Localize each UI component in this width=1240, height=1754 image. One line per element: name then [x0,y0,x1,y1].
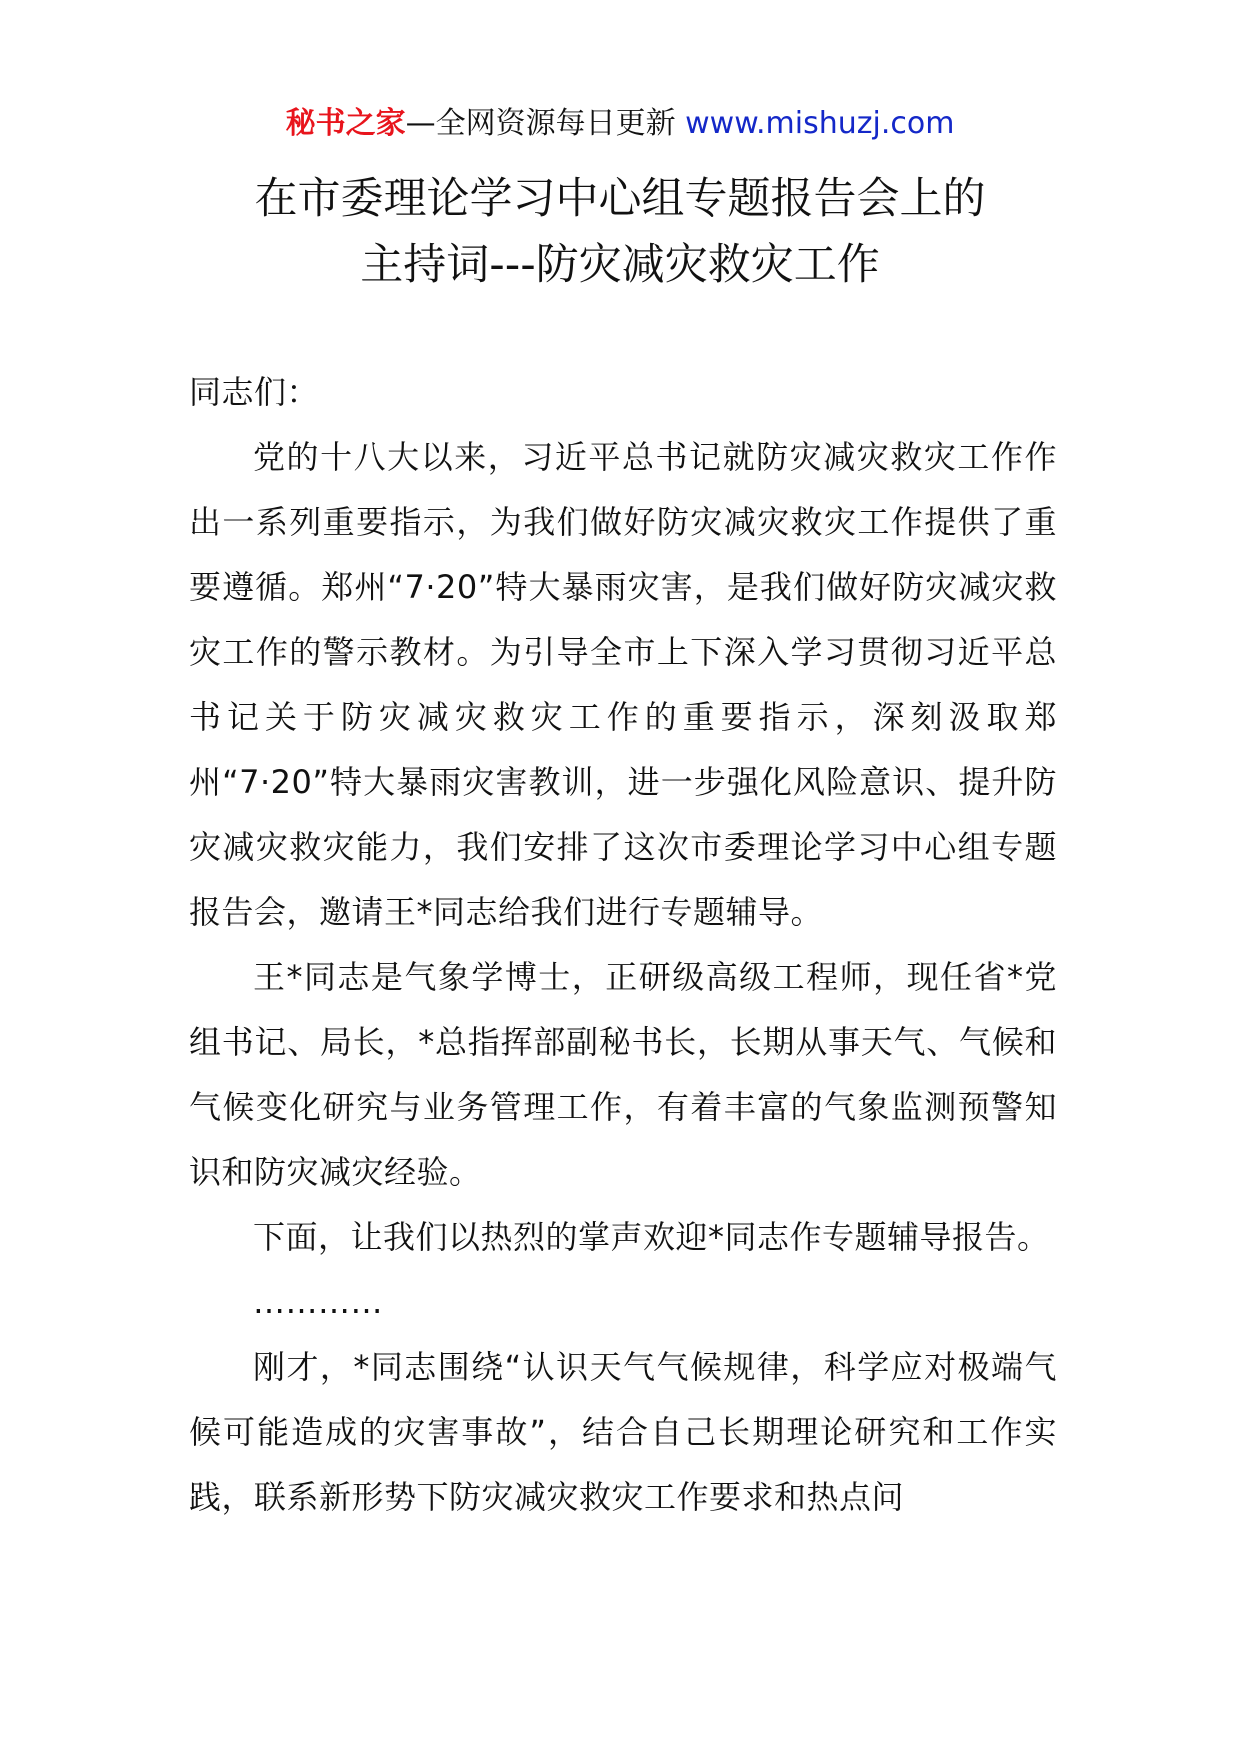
title-line-2: 主持词---防灾减灾救灾工作 [360,240,880,290]
site-tagline: —全网资源每日更新 [405,106,676,141]
ellipsis-separator: ………… [253,1283,383,1321]
body-paragraph: 刚才，*同志围绕“认识天气气候规律，科学应对极端气候可能造成的灾害事故”，结合自己长期理论研究和工作实践，联系新形势下防灾减灾救灾工作要求和热点问 [189,1348,1057,1516]
site-brand: 秘书之家 [285,106,406,141]
title-line-1: 在市委理论学习中心组专题报告会上的 [254,174,986,224]
body-paragraph: 下面，让我们以热烈的掌声欢迎*同志作专题辅导报告。 [253,1218,1050,1256]
site-header [0,104,1240,144]
body-paragraph: 党的十八大以来，习近平总书记就防灾减灾救灾工作作出一系列重要指示，为我们做好防灾减灾救灾工作提供了重要遵循。郑州“7·20”特大暴雨灾害，是我们做好防灾减灾救灾工作的警示教材。为引导全市上下深入学习贯彻习近平总书记关于防灾减灾救灾工作的重要指示，深刻汲取郑州“7·20”特大暴雨灾害教训，进一步强化风险意识、提升防灾减灾救灾能力，我们安排了这次市委理论学习中心组专题报告会，邀请王*同志给我们进行专题辅导。 [189,438,1057,931]
document-title [0,166,1240,298]
document-body [189,360,1057,1530]
salutation: 同志们： [189,373,320,411]
body-paragraph: 王*同志是气象学博士，正研级高级工程师，现任省*党组书记、局长，*总指挥部副秘书长，长期从事天气、气候和气候变化研究与业务管理工作，有着丰富的气象监测预警知识和防灾减灾经验。 [189,958,1057,1191]
site-url-link[interactable]: www.mishuzj.com [685,106,955,141]
